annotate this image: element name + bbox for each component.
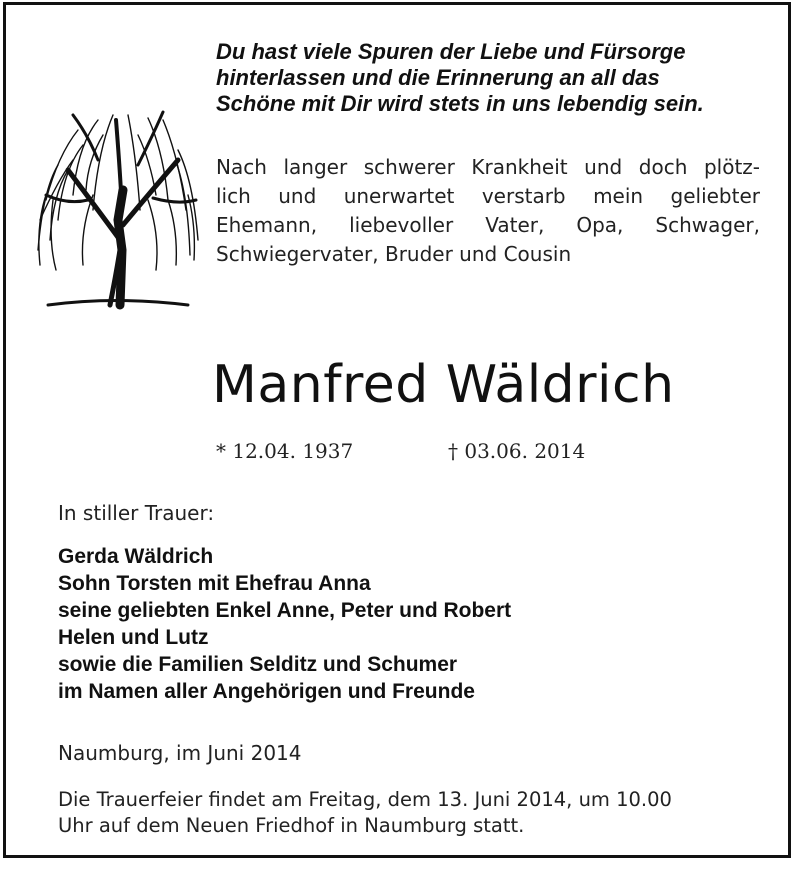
intro-line: Schwiegervater, Bruder und Cousin	[216, 242, 572, 266]
mourner-line: seine geliebten Enkel Anne, Peter und Robert	[58, 599, 512, 622]
funeral-service-info	[58, 787, 758, 839]
mourner-line: im Namen aller Angehörigen und Freunde	[58, 680, 475, 703]
service-line: Die Trauerfeier findet am Freitag, dem 13. Juni 2014, um 10.00	[58, 788, 672, 811]
mourner-line: Gerda Wäldrich	[58, 545, 214, 568]
quote-line: Schöne mit Dir wird stets in uns lebendig sein.	[216, 91, 704, 116]
quote-line: hinterlassen und die Erinnerung an all das	[216, 65, 660, 90]
memorial-quote	[216, 39, 776, 117]
intro-line: Ehemann, liebevoller Vater, Opa, Schwager,	[216, 213, 760, 237]
mourners-list	[58, 543, 511, 705]
mourning-label: In stiller Trauer:	[58, 501, 215, 525]
death-date: † 03.06. 2014	[448, 439, 586, 463]
quote-line: Du hast viele Spuren der Liebe und Fürsorge	[216, 39, 686, 64]
place-and-date: Naumburg, im Juni 2014	[58, 741, 302, 765]
deceased-name: Manfred Wäldrich	[212, 355, 675, 415]
mourner-line: sowie die Familien Selditz und Schumer	[58, 653, 458, 676]
death-announcement-text	[216, 153, 760, 269]
mourner-line: Helen und Lutz	[58, 626, 209, 649]
birth-date: * 12.04. 1937	[216, 439, 354, 463]
intro-line: Nach langer schwerer Krankheit und doch plötz-	[216, 155, 760, 179]
mourner-line: Sohn Torsten mit Ehefrau Anna	[58, 572, 371, 595]
intro-line: lich und unerwartet verstarb mein geliebter	[216, 184, 760, 208]
tree-icon	[28, 100, 204, 312]
obituary-frame	[3, 2, 791, 858]
service-line: Uhr auf dem Neuen Friedhof in Naumburg statt.	[58, 814, 525, 837]
